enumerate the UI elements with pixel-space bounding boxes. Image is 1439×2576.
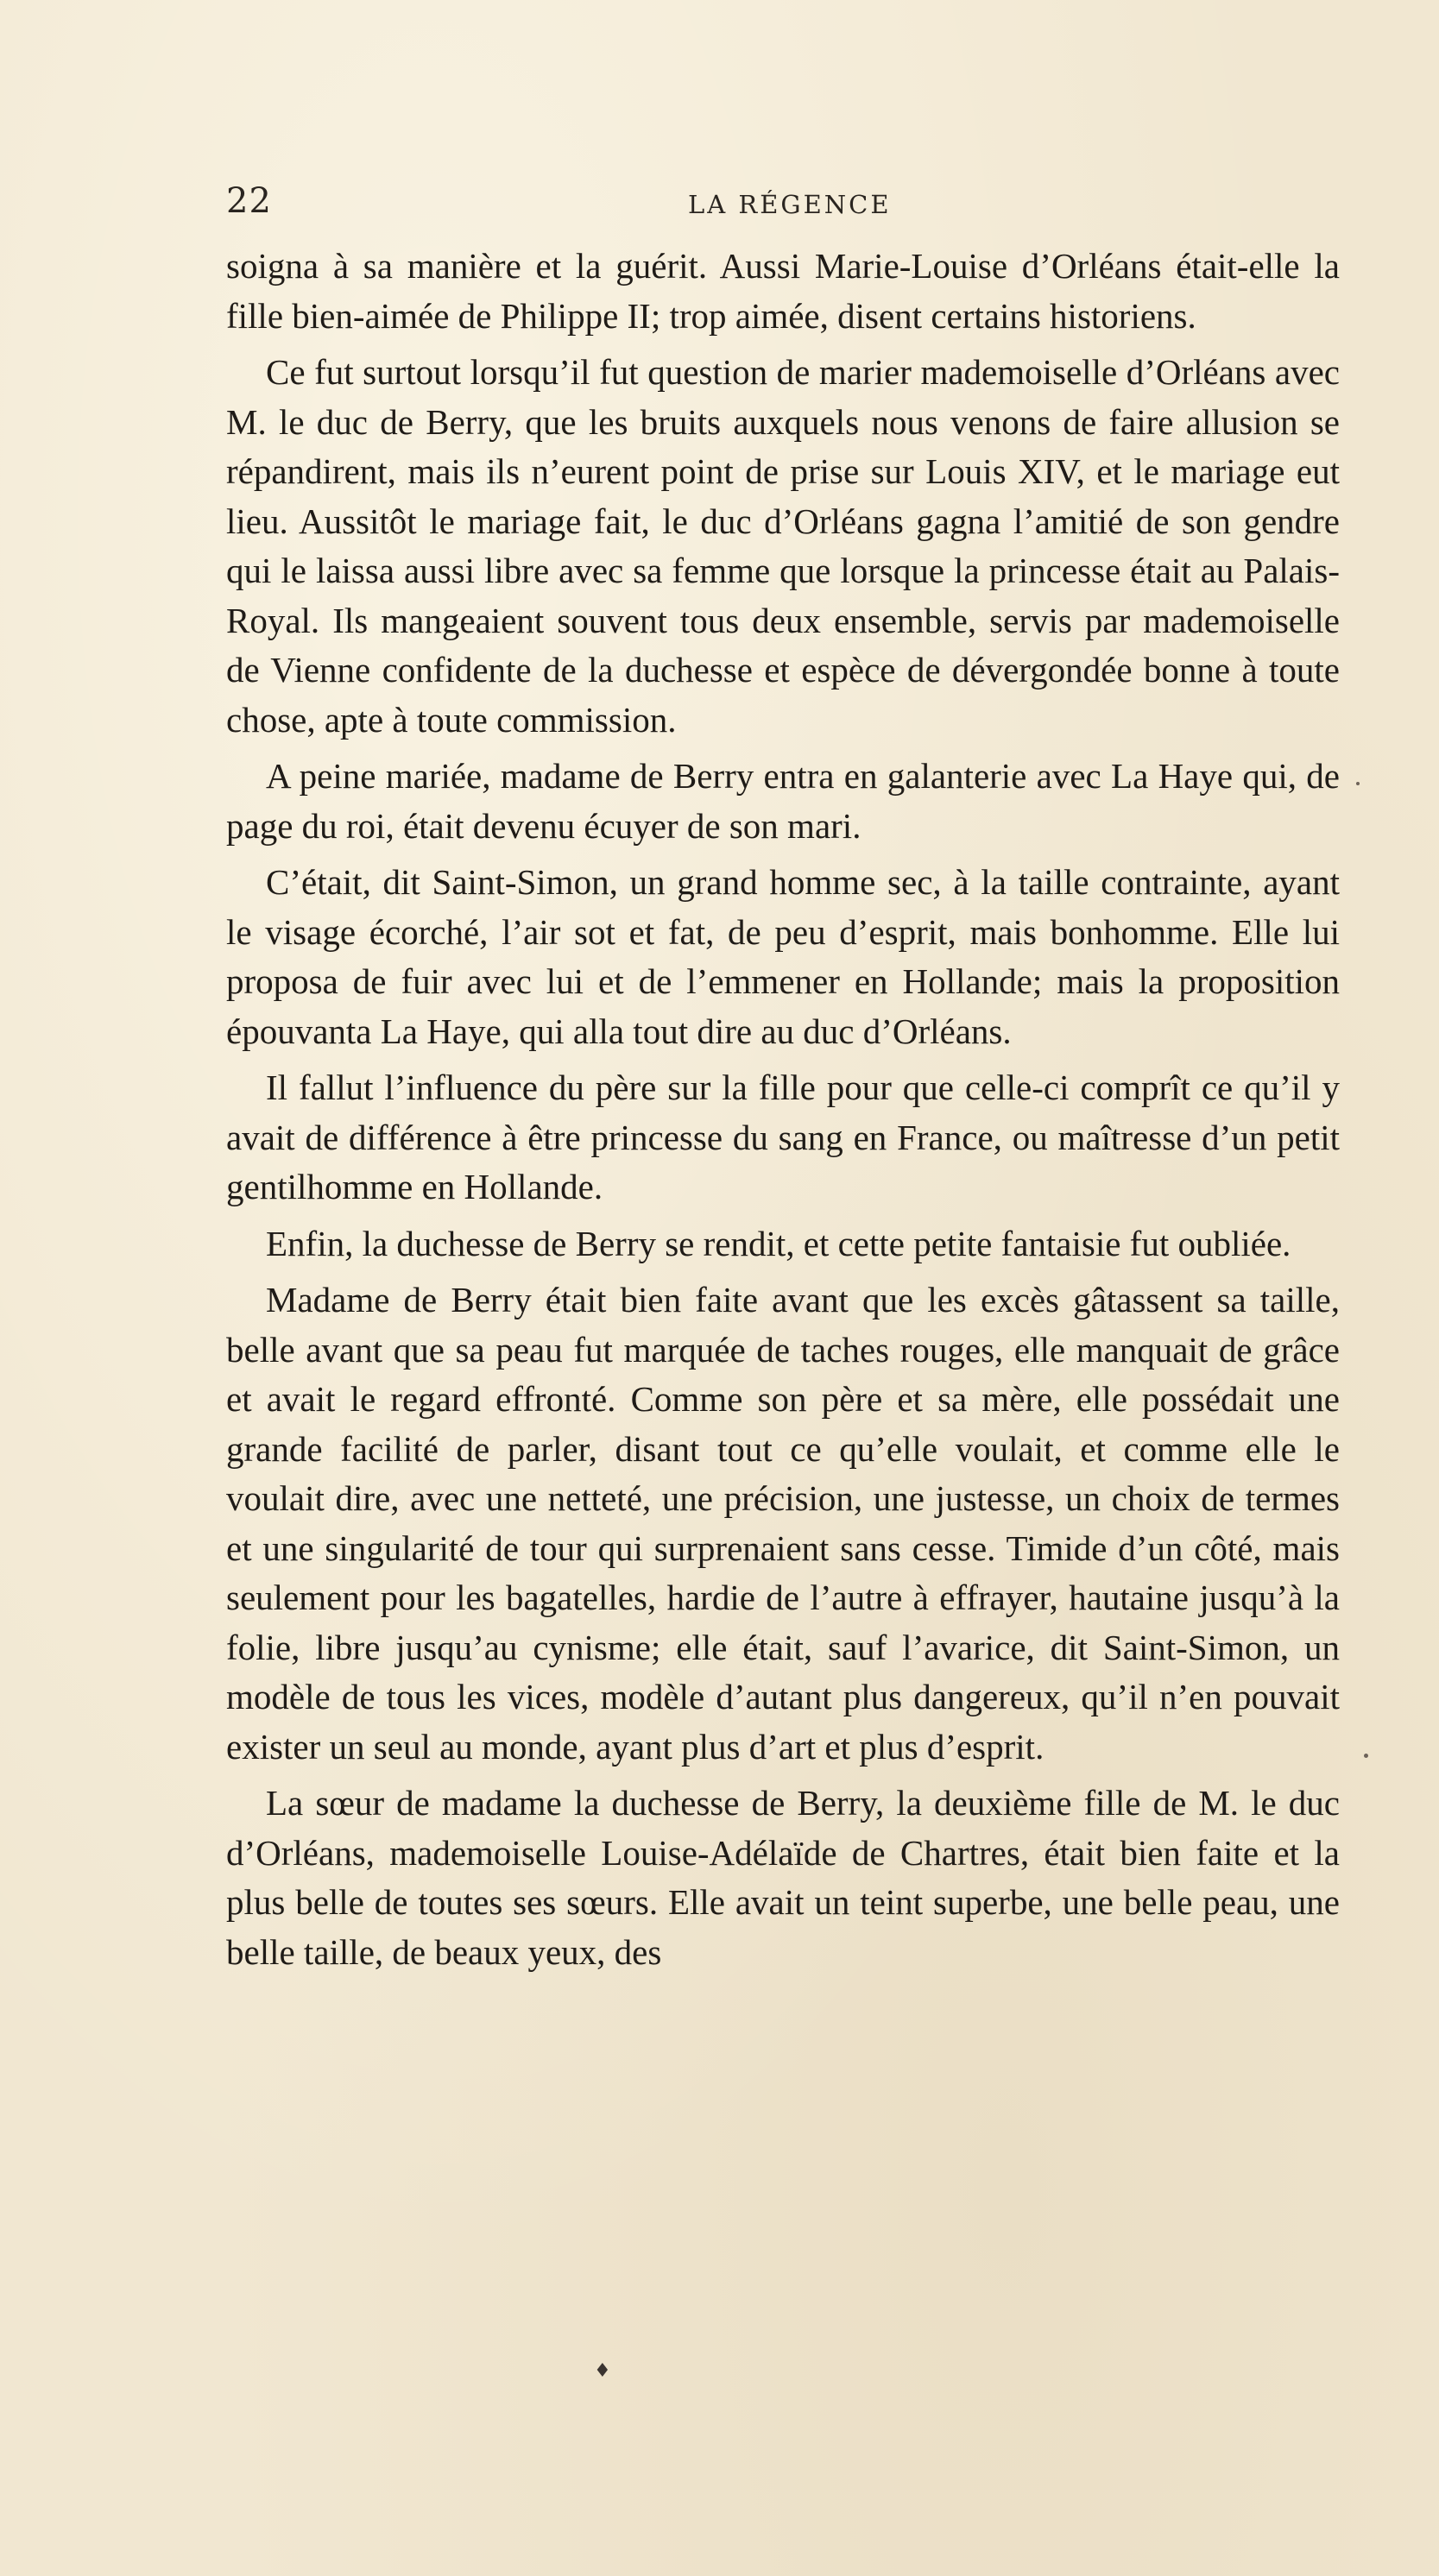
paragraph: A peine mariée, madame de Berry entra en galanterie avec La Haye qui, de page du roi, était devenu écuyer de son mari. bbox=[226, 756, 1340, 846]
running-header bbox=[226, 181, 1340, 233]
paragraph: Ce fut surtout lorsqu’il fut question de marier mademoiselle d’Orléans avec M. le duc de Berry, que les bruits auxquels nous venons de faire allusion se répandirent, mais ils n’eurent point de prise sur Louis XIV, et le mariage eut lieu. Aussitôt le mariage fait, le duc d’Orléans gagna l’amitié de son gendre qui le laissa aussi libre avec sa femme que lorsque la princesse était au Palais-Royal. Ils mangeaient souvent tous deux ensemble, servis par mademoiselle de Vienne confidente de la duchesse et espèce de dévergondée bonne à toute chose, apte à toute commission. bbox=[226, 352, 1340, 740]
paper-speck bbox=[1356, 782, 1360, 785]
running-title: LA RÉGENCE bbox=[688, 190, 892, 219]
page-number: 22 bbox=[226, 181, 272, 221]
paragraph: Madame de Berry était bien faite avant que les excès gâtassent sa taille, belle avant que sa peau fut marquée de taches rouges, elle manquait de grâce et avait le regard effronté. Comme son père et sa mère, elle possédait une grande facilité de parler, disant tout ce qu’elle voulait, et comme elle le voulait dire, avec une netteté, une précision, une justesse, un choix de termes et une singularité de tour qui surprenaient sans cesse. Timide d’un côté, mais seulement pour les bagatelles, hardie de l’autre à effrayer, hautaine jusqu’à la folie, libre jusqu’au cynisme; elle était, sauf l’avarice, dit Saint-Simon, un modèle de tous les vices, modèle d’autant plus dangereux, qu’il n’en pouvait exister un seul au monde, ayant plus d’art et plus d’esprit. bbox=[226, 1280, 1340, 1767]
paragraph: Enfin, la duchesse de Berry se rendit, et cette petite fantaisie fut oubliée. bbox=[266, 1223, 1291, 1263]
paragraph: La sœur de madame la duchesse de Berry, la deuxième fille de M. le duc d’Orléans, mademoiselle Louise-Adélaïde de Chartres, était bien faite et la plus belle de toutes ses sœurs. Elle avait un teint superbe, une belle peau, une belle taille, de beaux yeux, des bbox=[226, 1783, 1340, 1972]
paragraph: Il fallut l’influence du père sur la fille pour que celle-ci comprît ce qu’il y avait de différence à être princesse du sang en France, ou maîtresse d’un petit gentilhomme en Hollande. bbox=[226, 1068, 1340, 1206]
paper-speck bbox=[1364, 1754, 1368, 1758]
footer-ornament-icon: ♦ bbox=[594, 2360, 611, 2382]
paragraph: C’était, dit Saint-Simon, un grand homme sec, à la taille contrainte, ayant le visage écorché, l’air sot et fat, de peu d’esprit, mais bonhomme. Elle lui proposa de fuir avec lui et de l’emmener en Hollande; mais la proposition épouvanta La Haye, qui alla tout dire au duc d’Orléans. bbox=[226, 862, 1340, 1051]
body-text bbox=[226, 242, 1340, 1984]
paragraph-continued: soigna à sa manière et la guérit. Aussi Marie-Louise d’Orléans était-elle la fille bien-aimée de Philippe II; trop aimée, disent certains historiens. bbox=[226, 246, 1340, 336]
